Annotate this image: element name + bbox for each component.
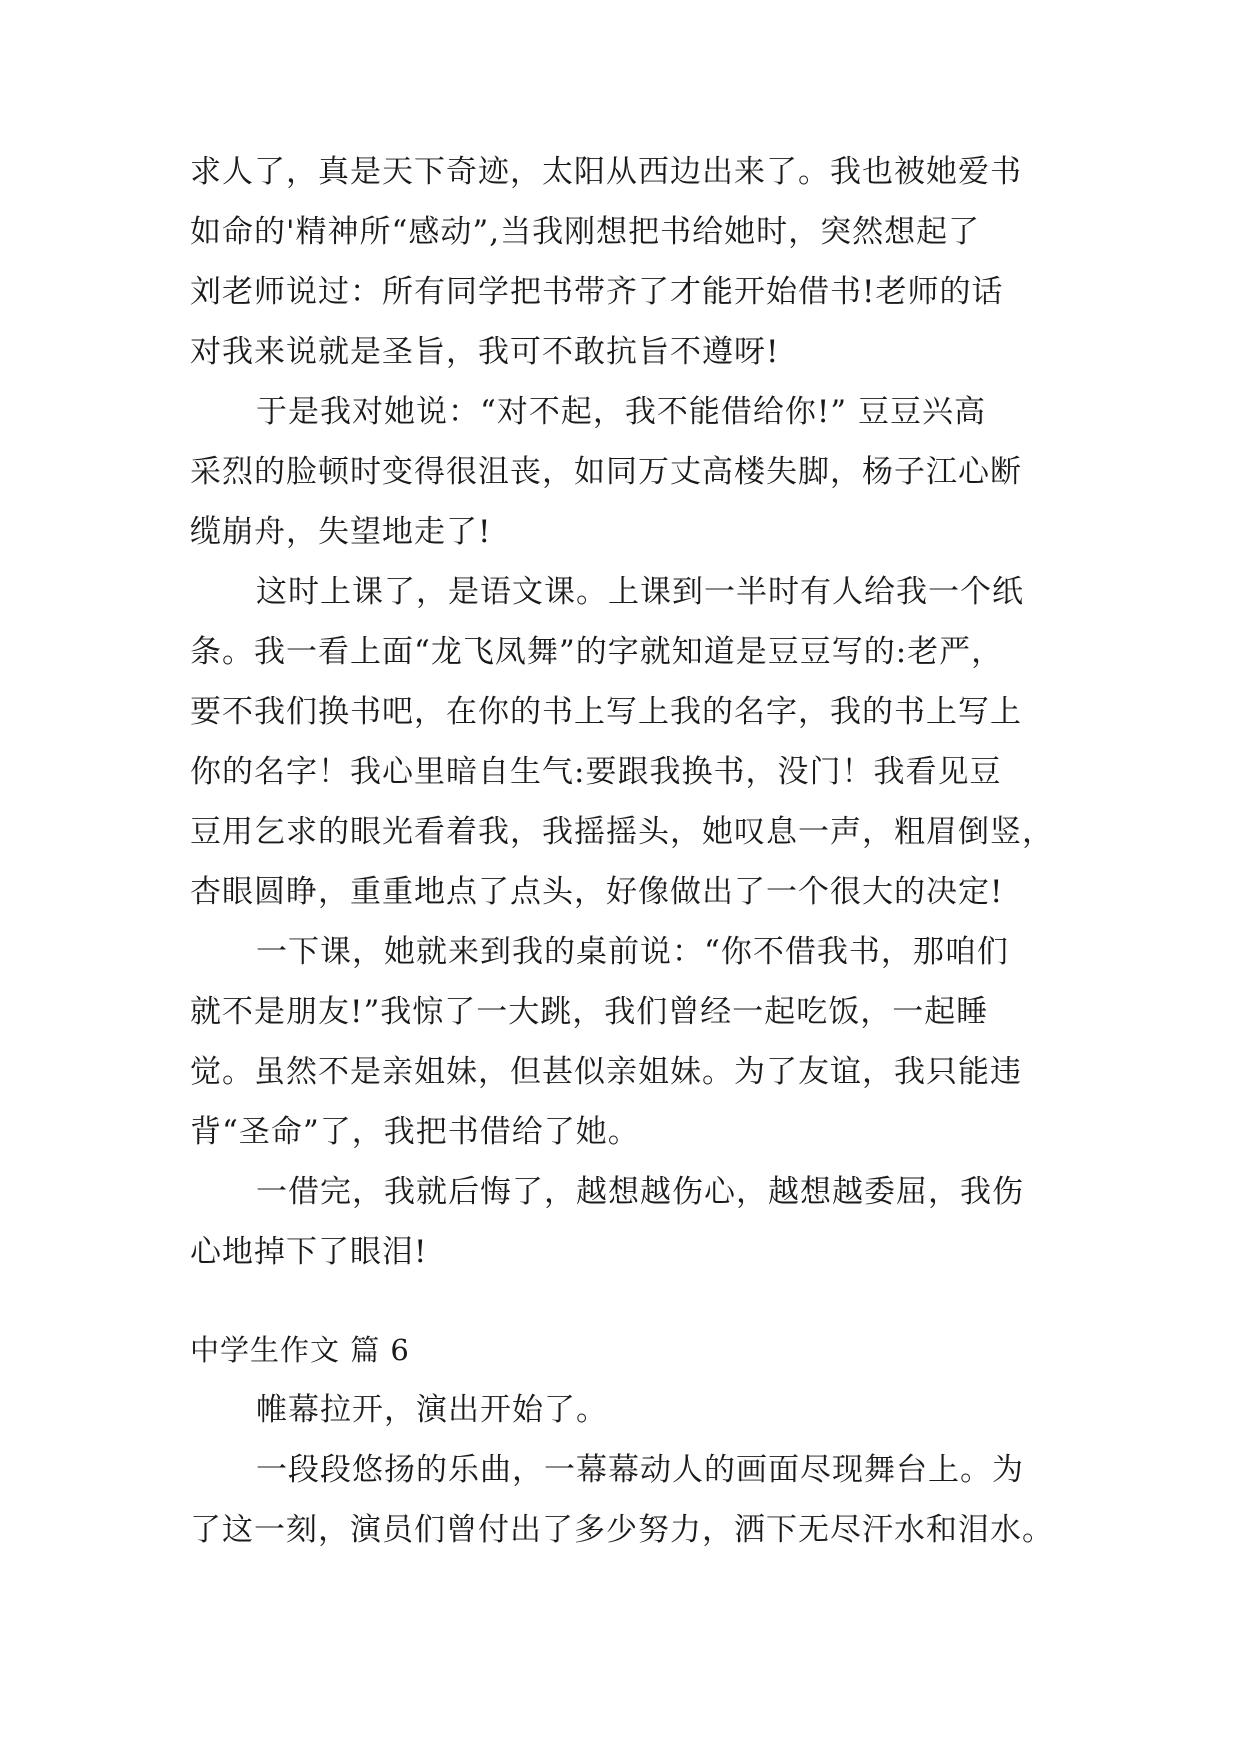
paragraph-line: 要不我们换书吧，在你的书上写上我的名字，我的书上写上 — [190, 694, 1022, 730]
paragraph-line: 一下课，她就来到我的桌前说：“你不借我书，那咱们 — [256, 934, 1009, 970]
section-heading: 中学生作文 篇 6 — [190, 1333, 410, 1367]
paragraph-line: 了这一刻，演员们曾付出了多少努力，洒下无尽汗水和泪水。 — [190, 1512, 1054, 1548]
paragraph-line: 采烈的脸顿时变得很沮丧，如同万丈高楼失脚，杨子江心断 — [190, 454, 1022, 490]
paragraph-line: 于是我对她说：“对不起，我不能借给你!” 豆豆兴高 — [256, 394, 987, 430]
paragraph-line: 这时上课了，是语文课。上课到一半时有人给我一个纸 — [256, 574, 1024, 610]
paragraph-line: 心地掉下了眼泪! — [190, 1234, 428, 1270]
paragraph-line: 求人了，真是天下奇迹，太阳从西边出来了。我也被她爱书 — [190, 154, 1022, 190]
paragraph-line: 刘老师说过：所有同学把书带齐了才能开始借书!老师的话 — [190, 274, 1004, 310]
paragraph-line: 帷幕拉开，演出开始了。 — [256, 1392, 608, 1428]
paragraph-line: 如命的'精神所“感动”,当我刚想把书给她时，突然想起了 — [190, 214, 981, 250]
paragraph-line: 一借完，我就后悔了，越想越伤心，越想越委屈，我伤 — [256, 1174, 1024, 1210]
paragraph-line: 一段段悠扬的乐曲，一幕幕动人的画面尽现舞台上。为 — [256, 1452, 1024, 1488]
paragraph-line: 豆用乞求的眼光看着我，我摇摇头，她叹息一声，粗眉倒竖， — [190, 814, 1054, 850]
paragraph-line: 缆崩舟，失望地走了! — [190, 514, 492, 550]
paragraph-line: 条。我一看上面“龙飞凤舞”的字就知道是豆豆写的:老严， — [190, 634, 1004, 670]
paragraph-line: 杏眼圆睁，重重地点了点头，好像做出了一个很大的决定! — [190, 874, 1004, 910]
paragraph-line: 你的名字！我心里暗自生气:要跟我换书，没门！我看见豆 — [190, 754, 1002, 790]
paragraph-line: 觉。虽然不是亲姐妹，但甚似亲姐妹。为了友谊，我只能违 — [190, 1054, 1022, 1090]
paragraph-line: 对我来说就是圣旨，我可不敢抗旨不遵呀! — [190, 334, 780, 370]
paragraph-line: 背“圣命”了，我把书借给了她。 — [190, 1114, 640, 1150]
paragraph-line: 就不是朋友!”我惊了一大跳，我们曾经一起吃饭，一起睡 — [190, 994, 989, 1030]
